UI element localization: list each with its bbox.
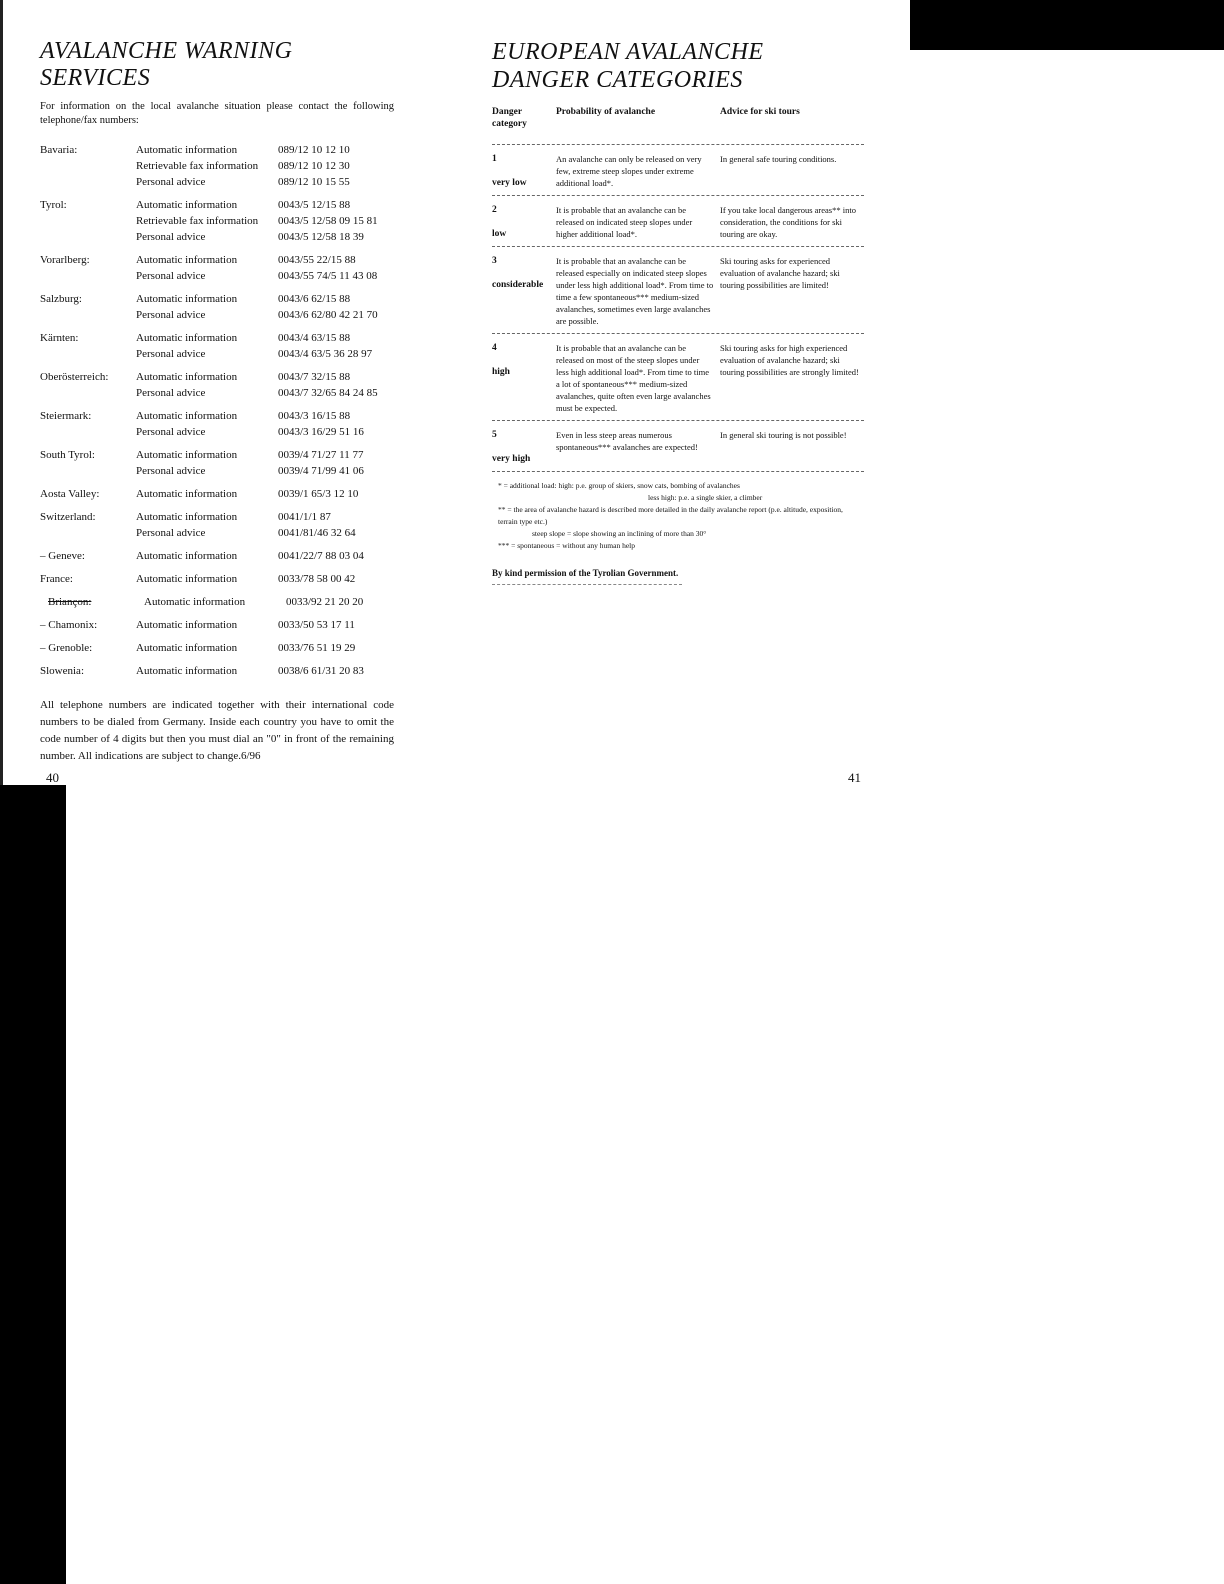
region-entry [40,548,394,564]
phone-number: 0043/4 63/5 36 28 97 [278,348,373,360]
service-type: Personal advice [136,348,206,360]
service-type: Automatic information [136,665,238,677]
table-divider [492,471,864,472]
right-page [492,38,864,585]
service-line [136,142,394,158]
region-list [40,142,394,679]
service-line [136,158,394,174]
region-entry [40,408,394,440]
service-line [136,174,394,190]
service-line [136,197,394,213]
region-entry [40,594,394,610]
service-type: Automatic information [136,550,238,562]
region-entry [40,663,394,679]
region-lines [136,330,394,362]
footnote-1b: less high: p.e. a single skier, a climber [648,493,763,502]
category-number: 4 [492,343,497,353]
scan-left-edge [0,0,3,785]
phone-number: 0039/1 65/3 12 10 [278,488,359,500]
phone-number: 0039/4 71/99 41 06 [278,465,364,477]
service-line [136,617,394,633]
service-type: Automatic information [136,332,238,344]
service-type: Personal advice [136,387,206,399]
service-line [136,346,394,362]
phone-number: 0033/50 53 17 11 [278,619,355,631]
service-type: Automatic information [136,573,238,585]
advice-cell: Ski touring asks for experienced evaluation of avalanche hazard; ski touring possibilities are limited! [720,256,840,290]
service-type: Personal advice [136,527,206,539]
service-line [136,369,394,385]
category-cell [492,429,556,465]
service-line [136,268,394,284]
danger-row [492,429,864,465]
probability-cell: It is probable that an avalanche can be released on indicated steep slopes under higher additional load*. [556,205,693,239]
scan-black-bar-left [0,785,66,1584]
region-lines [136,142,394,190]
phone-number: 0043/6 62/15 88 [278,293,351,305]
credit-underline [492,584,682,585]
phone-number: 0043/3 16/29 51 16 [278,426,364,438]
category-cell [492,153,556,189]
intro-text: For information on the local avalanche situation please contact the following telephone/fax numbers: [40,101,394,126]
category-label: very low [492,178,527,188]
probability-cell: It is probable that an avalanche can be released on most of the steep slopes under less high additional load*. From time to time a lot of spontaneous*** medium-sized avalanches, quite often even large avalanches must be expected. [556,343,711,413]
service-type: Personal advice [136,465,206,477]
category-number: 3 [492,256,497,266]
service-line [136,640,394,656]
advice-cell: If you take local dangerous areas** into consideration, the conditions for ski touring are okay. [720,205,856,239]
category-label: low [492,229,507,239]
credit-line: By kind permission of the Tyrolian Government. [492,568,679,578]
phone-number: 0043/7 32/65 84 24 85 [278,387,378,399]
service-type: Automatic information [136,199,238,211]
title-line-1: EUROPEAN AVALANCHE [492,39,764,65]
service-type: Automatic information [136,410,238,422]
danger-row [492,204,864,240]
danger-row [492,153,864,189]
probability-cell: Even in less steep areas numerous spontaneous*** avalanches are expected! [556,430,698,452]
region-name: – Geneve: [40,550,85,562]
region-entry [40,330,394,362]
footnote-3: *** = spontaneous = without any human help [498,541,635,550]
category-number: 2 [492,205,497,215]
region-lines [136,617,394,633]
header-danger-category: Danger category [492,107,527,129]
service-type: Automatic information [136,619,238,631]
region-name: South Tyrol: [40,449,95,461]
service-line [144,594,394,610]
service-line [136,291,394,307]
phone-number: 0033/92 21 20 20 [286,596,364,608]
service-type: Personal advice [136,426,206,438]
region-lines [136,486,394,502]
service-type: Automatic information [136,642,238,654]
category-number: 5 [492,430,497,440]
region-lines [136,291,394,323]
phone-number: 0033/78 58 00 42 [278,573,356,585]
service-line [136,385,394,401]
category-cell [492,342,556,414]
service-type: Automatic information [136,488,238,500]
phone-number: 0043/5 12/58 09 15 81 [278,215,378,227]
region-entry [40,617,394,633]
row-divider [492,195,864,196]
page-title-danger-categories [492,38,864,94]
service-type: Automatic information [136,371,238,383]
region-lines [136,663,394,679]
danger-row [492,255,864,327]
region-lines [136,197,394,245]
region-lines [136,369,394,401]
service-line [136,486,394,502]
footnote-2b: steep slope = slope showing an inclining of more than 30° [532,529,707,538]
footnotes [498,480,864,552]
phone-number: 0043/7 32/15 88 [278,371,351,383]
table-header [492,106,864,138]
phone-number: 0043/5 12/15 88 [278,199,351,211]
region-name: Steiermark: [40,410,92,422]
category-label: high [492,367,510,377]
service-line [136,307,394,323]
service-line [136,571,394,587]
service-type: Personal advice [136,231,206,243]
row-divider [492,246,864,247]
service-line [136,408,394,424]
left-page [36,38,394,765]
region-name: Bavaria: [40,144,78,156]
category-label: very high [492,454,531,464]
advice-cell: In general safe touring conditions. [720,154,837,164]
advice-cell: Ski touring asks for high experienced evaluation of avalanche hazard; ski touring possibilities are strongly limited! [720,343,859,377]
service-type: Automatic information [136,511,238,523]
service-line [136,330,394,346]
phone-number: 089/12 10 15 55 [278,176,350,188]
probability-cell: An avalanche can only be released on very few, extreme steep slopes under extreme additional load*. [556,154,702,188]
region-entry [40,509,394,541]
service-line [136,525,394,541]
region-lines [136,548,394,564]
region-name: Vorarlberg: [40,254,90,266]
region-lines [144,594,394,610]
phone-number: 0039/4 71/27 11 77 [278,449,364,461]
scan-black-bar-top [910,0,1224,50]
region-lines [136,408,394,440]
region-lines [136,640,394,656]
region-lines [136,252,394,284]
phone-number: 0043/5 12/58 18 39 [278,231,364,243]
page-number-left: 40 [46,770,59,785]
phone-number: 0043/6 62/80 42 21 70 [278,309,378,321]
danger-table [492,144,864,465]
phone-number: 0043/4 63/15 88 [278,332,351,344]
service-type: Retrievable fax information [136,160,259,172]
header-probability: Probability of avalanche [556,107,656,117]
service-line [136,509,394,525]
region-entry [40,252,394,284]
category-label: considerable [492,280,544,290]
page-title-warning-services: AVALANCHE WARNING SERVICES [40,38,293,91]
service-line [136,663,394,679]
service-type: Personal advice [136,176,206,188]
service-line [136,229,394,245]
region-name: Salzburg: [40,293,82,305]
region-entry [40,142,394,190]
region-name: Tyrol: [40,199,67,211]
row-divider [492,144,864,145]
region-lines [136,509,394,541]
service-type: Retrievable fax information [136,215,259,227]
phone-number: 0043/55 22/15 88 [278,254,356,266]
service-line [136,252,394,268]
service-type: Automatic information [144,596,246,608]
service-line [136,213,394,229]
region-name: Oberösterreich: [40,371,109,383]
region-entry [40,291,394,323]
row-divider [492,420,864,421]
region-entry [40,486,394,502]
phone-number: 0038/6 61/31 20 83 [278,665,364,677]
phone-number: 0041/81/46 32 64 [278,527,356,539]
region-name: Aosta Valley: [40,488,100,500]
region-lines [136,571,394,587]
region-entry [40,640,394,656]
region-name: Switzerland: [40,511,96,523]
phone-number: 089/12 10 12 30 [278,160,350,172]
page-number-right: 41 [848,770,861,785]
service-type: Automatic information [136,144,238,156]
region-entry [40,571,394,587]
service-type: Personal advice [136,270,206,282]
telephone-note: All telephone numbers are indicated together with their international code numbers to be dialed from Germany. Inside each country you have to omit the code number of 4 digits but then you must dial an "0" in front of the remaining number. All indications are subject to change.6/96 [40,699,394,762]
service-type: Automatic information [136,293,238,305]
phone-number: 089/12 10 12 10 [278,144,350,156]
region-entry [40,197,394,245]
region-name: Kärnten: [40,332,79,344]
region-name: France: [40,573,73,585]
category-cell [492,204,556,240]
region-name: Briançon: [48,596,92,608]
service-type: Automatic information [136,449,238,461]
phone-number: 0043/55 74/5 11 43 08 [278,270,378,282]
phone-number: 0033/76 51 19 29 [278,642,356,654]
danger-row [492,342,864,414]
category-cell [492,255,556,327]
service-line [136,548,394,564]
phone-number: 0041/1/1 87 [278,511,331,523]
category-number: 1 [492,154,497,164]
phone-number: 0041/22/7 88 03 04 [278,550,364,562]
service-line [136,447,394,463]
service-line [136,424,394,440]
service-type: Personal advice [136,309,206,321]
footnote-2: ** = the area of avalanche hazard is described more detailed in the daily avalanche report (p.e. altitude, exposition, terrain type etc.) [498,505,843,526]
row-divider [492,333,864,334]
service-line [136,463,394,479]
phone-number: 0043/3 16/15 88 [278,410,351,422]
title-line-2: DANGER CATEGORIES [492,67,743,93]
service-type: Automatic information [136,254,238,266]
region-name: – Grenoble: [40,642,93,654]
footnote-1: * = additional load: high: p.e. group of skiers, snow cats, bombing of avalanches [498,481,740,490]
header-advice: Advice for ski tours [720,107,800,117]
region-entry [40,369,394,401]
advice-cell: In general ski touring is not possible! [720,430,847,440]
region-entry [40,447,394,479]
region-lines [136,447,394,479]
region-name: – Chamonix: [40,619,98,631]
probability-cell: It is probable that an avalanche can be released especially on indicated steep slopes under less high additional load*. From time to time a few spontaneous*** medium-sized avalanches, sometimes even large avalanches are possible. [556,256,714,326]
region-name: Slowenia: [40,665,84,677]
